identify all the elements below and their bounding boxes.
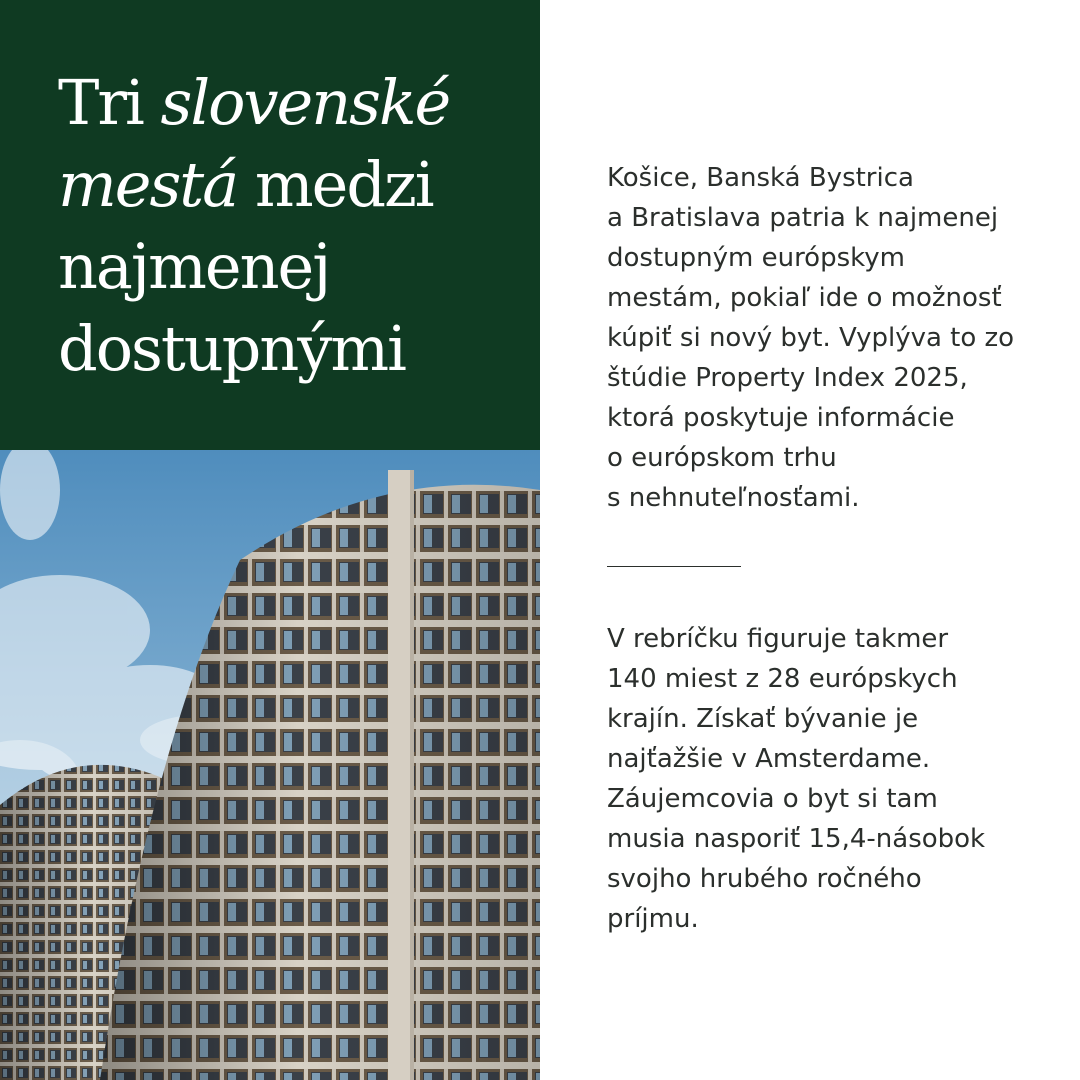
divider-line bbox=[607, 566, 741, 567]
body-text-column bbox=[607, 158, 1037, 939]
headline-line2-regular: medzi bbox=[237, 148, 433, 221]
ranking-paragraph: V rebríčku figuruje takmer 140 miest z 28 európskych krajín. Získať bývanie je najťažšie v Amsterdame. Záujemcovia o byt si tam musia nasporiť 15,4-násobok svojho hrubého ročného príjmu. bbox=[607, 624, 986, 934]
headline-line2-italic: mestá bbox=[58, 148, 238, 221]
headline bbox=[58, 62, 528, 390]
headline-line3: najmenej bbox=[58, 230, 330, 303]
headline-line1-italic: slovenské bbox=[160, 66, 450, 139]
towers-photo bbox=[0, 450, 540, 1080]
headline-line1-regular: Tri bbox=[58, 66, 161, 139]
headline-line4: dostupnými bbox=[58, 312, 405, 385]
title-panel bbox=[0, 0, 540, 450]
intro-paragraph: Košice, Banská Bystrica a Bratislava patria k najmenej dostupným európskym mestám, pokiaľ ide o možnosť kúpiť si nový byt. Vyplýva to zo štúdie Property Index 2025, ktorá poskytuje informácie o európskom trhu s nehnuteľnosťami. bbox=[607, 163, 1015, 513]
